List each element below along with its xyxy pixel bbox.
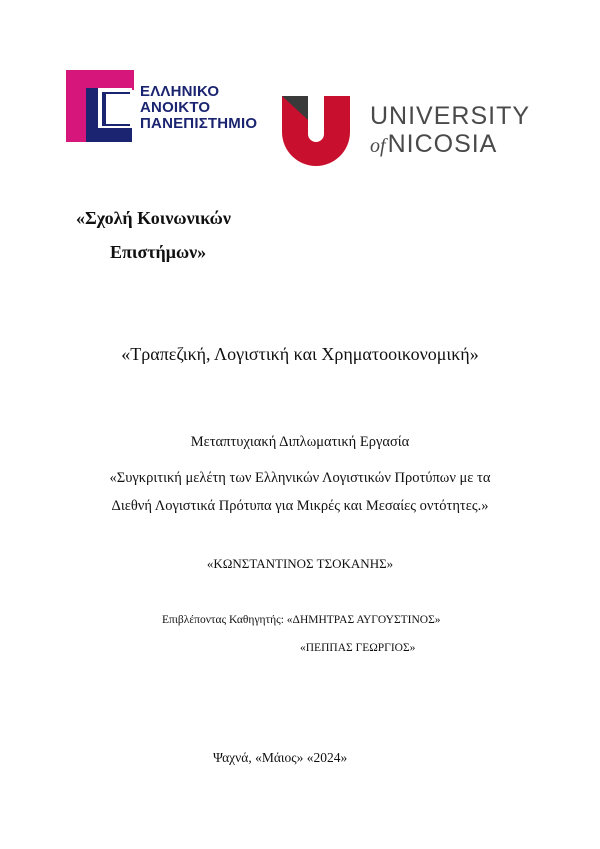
hou-emblem-icon — [66, 70, 134, 142]
unic-shield-icon — [282, 96, 350, 166]
thesis-type: Μεταπτυχιακή Διπλωματική Εργασία — [190, 434, 410, 450]
school-name-line-2: Επιστήμων» — [110, 242, 207, 262]
unic-nicosia: NICOSIA — [387, 130, 498, 158]
hellenic-open-university-logo — [66, 70, 256, 142]
thesis-title-line-2: Διεθνή Λογιστικά Πρότυπα για Μικρές και Μεσαίες οντότητες.» — [111, 498, 489, 514]
university-of-nicosia-logo — [282, 96, 531, 168]
hou-wordmark — [140, 84, 257, 132]
author-name: «ΚΩΝΣΤΑΝΤΙΝΟΣ ΤΣΟΚΑΝΗΣ» — [206, 556, 394, 571]
hou-line-3: ΠΑΝΕΠΙΣΤΗΜΙΟ — [140, 115, 258, 132]
thesis-title-line-1: «Συγκριτική μελέτη των Ελληνικών Λογιστικών Προτύπων με τα — [109, 470, 491, 486]
unic-line-2 — [370, 130, 497, 159]
supervisor-label: Επιβλέποντας Καθηγητής: — [162, 614, 284, 626]
supervisor-second: «ΠΕΠΠΑΣ ΓΕΩΡΓΙΟΣ» — [300, 642, 416, 654]
unic-of: of — [370, 135, 386, 157]
school-name-line-1: «Σχολή Κοινωνικών — [76, 208, 231, 228]
supervisor-first: «ΔΗΜΗΤΡΑΣ ΑΥΓΟΥΣΤΙΝΟΣ» — [286, 614, 441, 626]
unic-line-1: UNIVERSITY — [370, 102, 531, 130]
hou-line-1: ΕΛΛΗΝΙΚΟ — [140, 83, 220, 100]
place-and-date: Ψαχνά, «Μάιος» «2024» — [213, 750, 348, 765]
supervisor-line — [162, 614, 441, 626]
hou-line-2: ΑΝΟΙΚΤΟ — [140, 99, 211, 116]
program-title: «Τραπεζική, Λογιστική και Χρηματοοικονομική» — [121, 344, 479, 364]
